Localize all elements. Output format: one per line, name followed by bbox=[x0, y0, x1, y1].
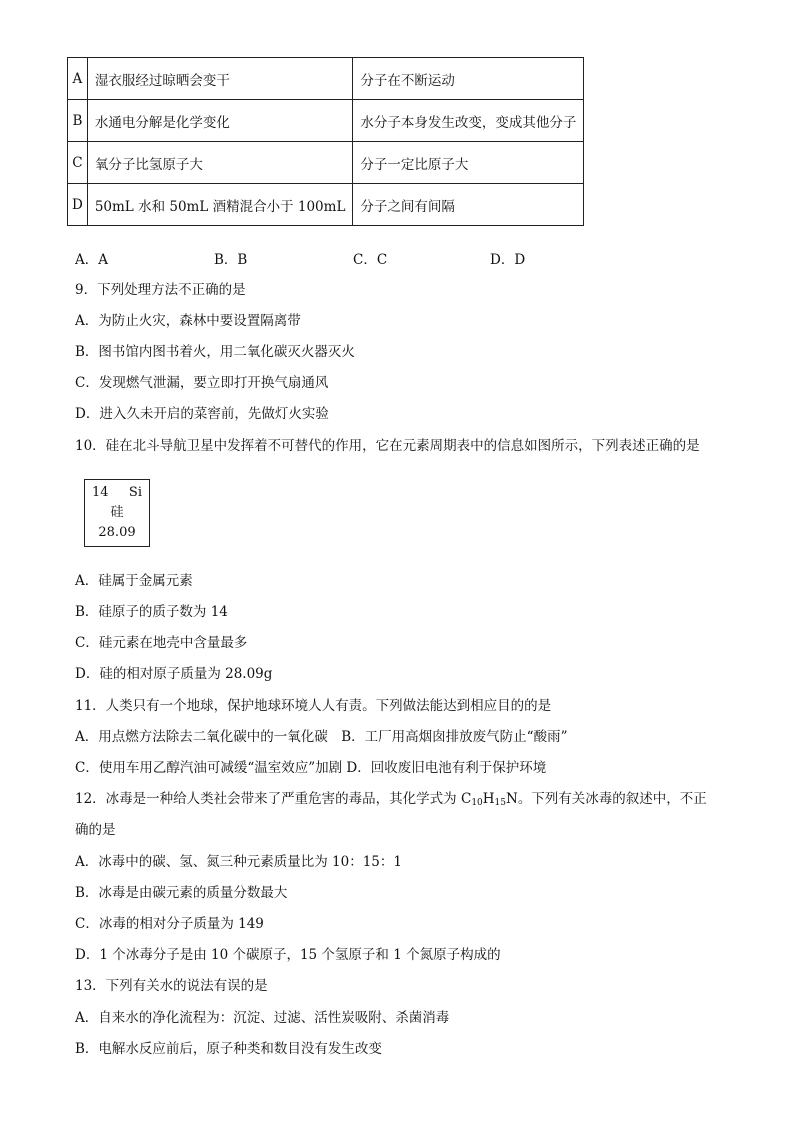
row-phenomenon: 氧分子比氢原子大 bbox=[87, 142, 353, 184]
q11-options-cd: C．使用车用乙醇汽油可减缓“温室效应”加剧 D．回收废旧电池有利于保护环境 bbox=[75, 760, 547, 776]
choice-c: C．C bbox=[353, 252, 388, 268]
q12-option-b: B．冰毒是由碳元素的质量分数最大 bbox=[75, 885, 288, 901]
choice-a: A．A bbox=[75, 252, 108, 268]
row-explanation: 分子之间有间隔 bbox=[353, 184, 584, 226]
element-name: 硅 bbox=[110, 505, 124, 520]
q13-stem: 13．下列有关水的说法有误的是 bbox=[75, 978, 268, 994]
q9-stem: 9．下列处理方法不正确的是 bbox=[75, 282, 246, 298]
q10-stem: 10．硅在北斗导航卫星中发挥着不可替代的作用，它在元素周期表中的信息如图所示，下列表述正确的是 bbox=[75, 438, 700, 454]
row-phenomenon: 水通电分解是化学变化 bbox=[87, 100, 353, 142]
q10-option-b: B．硅原子的质子数为 14 bbox=[75, 604, 228, 620]
q12-stem-line2: 确的是 bbox=[75, 822, 116, 838]
q11-stem: 11．人类只有一个地球，保护地球环境人人有责。下列做法能达到相应目的的是 bbox=[75, 698, 552, 714]
q9-option-d: D．进入久未开启的菜窖前，先做灯火实验 bbox=[75, 406, 329, 422]
row-key: A bbox=[68, 58, 88, 100]
q11-options-ab: A．用点燃方法除去二氧化碳中的一氧化碳 B．工厂用高烟囱排放废气防止“酸雨” bbox=[75, 729, 568, 745]
row-key: D bbox=[68, 184, 88, 226]
periodic-element-card bbox=[84, 479, 150, 547]
q12-option-d: D．1 个冰毒分子是由 10 个碳原子，15 个氢原子和 1 个氮原子构成的 bbox=[75, 947, 501, 963]
table-row bbox=[68, 100, 584, 142]
element-symbol: Si bbox=[128, 485, 142, 500]
row-phenomenon: 50mL 水和 50mL 酒精混合小于 100mL bbox=[87, 184, 353, 226]
table-row bbox=[68, 184, 584, 226]
row-phenomenon: 湿衣服经过晾晒会变干 bbox=[87, 58, 353, 100]
atomic-mass: 28.09 bbox=[98, 525, 136, 540]
row-explanation: 分子在不断运动 bbox=[353, 58, 584, 100]
options-table bbox=[67, 57, 584, 226]
q12-option-a: A．冰毒中的碳、氢、氮三种元素质量比为 10：15：1 bbox=[75, 854, 402, 870]
q9-option-c: C．发现燃气泄漏，要立即打开换气扇通风 bbox=[75, 375, 329, 391]
table-row bbox=[68, 142, 584, 184]
q12-stem: 12．冰毒是一种给人类社会带来了严重危害的毒品，其化学式为 $C_{10}H_{15}N$。下列有关冰毒的叙述中，不正 bbox=[75, 791, 707, 808]
q13-option-a: A．自来水的净化流程为：沉淀、过滤、活性炭吸附、杀菌消毒 bbox=[75, 1010, 450, 1026]
q12-option-c: C．冰毒的相对分子质量为 149 bbox=[75, 916, 264, 932]
row-explanation: 水分子本身发生改变，变成其他分子 bbox=[353, 100, 584, 142]
q10-option-c: C．硅元素在地壳中含量最多 bbox=[75, 635, 248, 651]
choice-d: D．D bbox=[490, 252, 526, 268]
q10-option-a: A．硅属于金属元素 bbox=[75, 573, 193, 589]
q13-option-b: B．电解水反应前后，原子种类和数目没有发生改变 bbox=[75, 1041, 382, 1057]
q9-option-a: A．为防止火灾，森林中要设置隔离带 bbox=[75, 313, 301, 329]
q10-option-d: D．硅的相对原子质量为 28.09g bbox=[75, 666, 273, 682]
q8-choices bbox=[75, 248, 635, 268]
choice-b: B．B bbox=[214, 252, 248, 268]
q9-option-b: B．图书馆内图书着火，用二氧化碳灭火器灭火 bbox=[75, 344, 355, 360]
atomic-number: 14 bbox=[92, 485, 109, 500]
row-key: C bbox=[68, 142, 88, 184]
row-explanation: 分子一定比原子大 bbox=[353, 142, 584, 184]
table-row bbox=[68, 58, 584, 100]
row-key: B bbox=[68, 100, 88, 142]
